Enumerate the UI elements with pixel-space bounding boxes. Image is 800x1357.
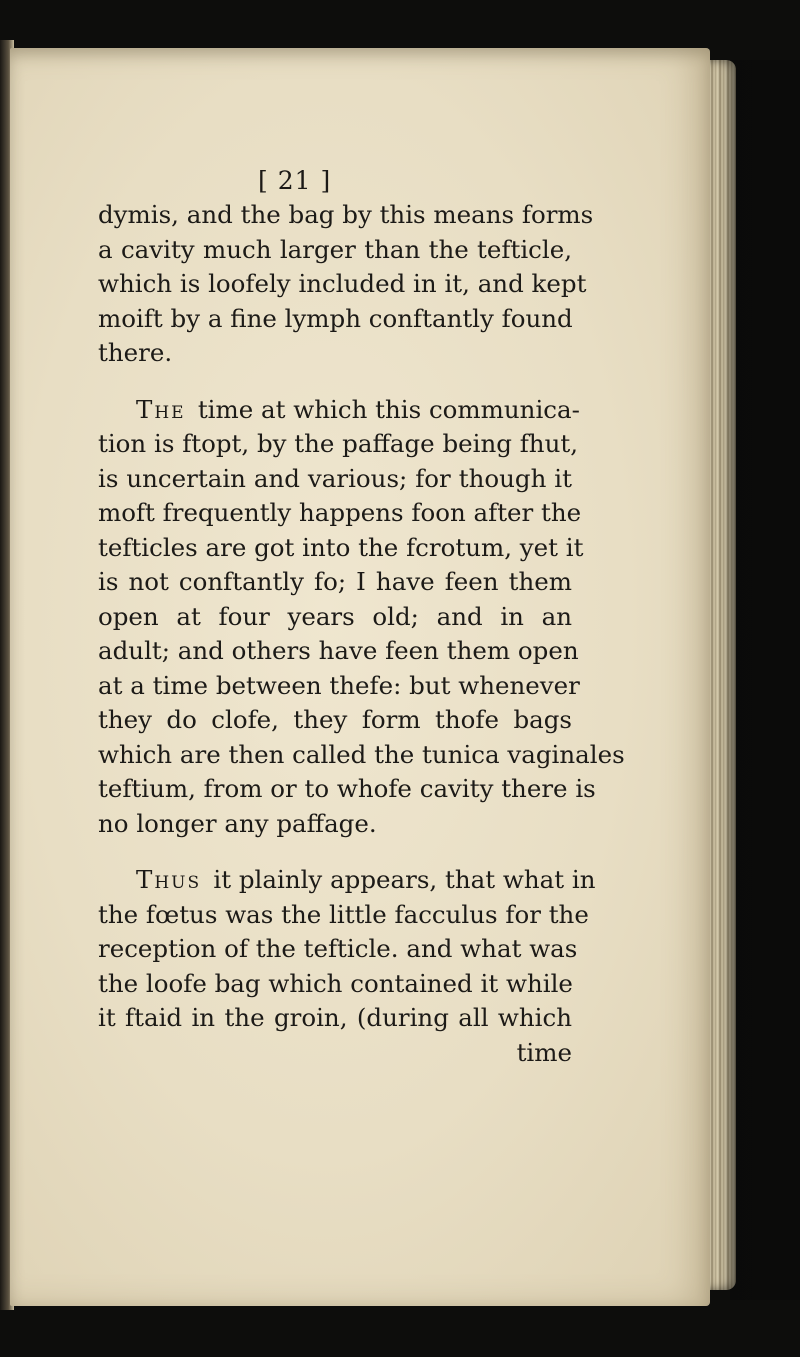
fore-edge-shadow xyxy=(730,60,800,1300)
text-line-rest: it plainly appears, that what in xyxy=(213,865,596,894)
text-line: adult; and others have feen them open xyxy=(98,636,579,665)
paragraph-3 xyxy=(98,863,596,1070)
text-line: teftium, from or to whofe cavity there is xyxy=(98,774,596,803)
text-line: reception of the tefticle. and what was xyxy=(98,934,578,963)
text-line: at a time between thefe: but whenever xyxy=(98,670,580,700)
paragraph-1 xyxy=(98,198,594,371)
text-line: which is loofely included in it, and kept xyxy=(98,269,587,298)
text-line: which are then called the tunica vaginales xyxy=(98,739,625,769)
catchword: time xyxy=(516,1037,572,1067)
text-line xyxy=(98,393,580,428)
text-line: dymis, and the bag by this means forms xyxy=(98,200,594,229)
text-line: moft frequently happens foon after the xyxy=(98,498,582,527)
text-line: there. xyxy=(98,338,173,367)
text-line: the fœtus was the little facculus for the xyxy=(98,899,589,929)
page-number: [ 21 ] xyxy=(258,166,332,195)
text-line xyxy=(98,863,596,898)
text-line: they do clofe, they form thofe bags xyxy=(98,705,572,734)
text-line: is not conftantly fo; I have feen them xyxy=(98,567,572,596)
text-line: the loofe bag which contained it while xyxy=(98,968,573,998)
text-line: no longer any paffage. xyxy=(98,808,377,838)
text-line: open at four years old; and in an xyxy=(98,601,572,631)
text-line-rest: time at which this communica- xyxy=(197,394,580,424)
text-line: moift by a fine lymph conftantly found xyxy=(98,303,573,333)
paragraph-2 xyxy=(98,393,625,842)
text-line: tefticles are got into the fcrotum, yet it xyxy=(98,532,584,562)
paragraph-lead: Thus xyxy=(136,865,202,894)
text-line: is uncertain and various; for though it xyxy=(98,463,572,493)
text-line: a cavity much larger than the tefticle, xyxy=(98,234,572,264)
text-line: tion is ftopt, by the paffage being fhut, xyxy=(98,429,578,458)
page-text xyxy=(98,162,625,1070)
paragraph-lead: The xyxy=(136,394,186,424)
text-line: it ftaid in the groin, (during all which xyxy=(98,1003,572,1032)
